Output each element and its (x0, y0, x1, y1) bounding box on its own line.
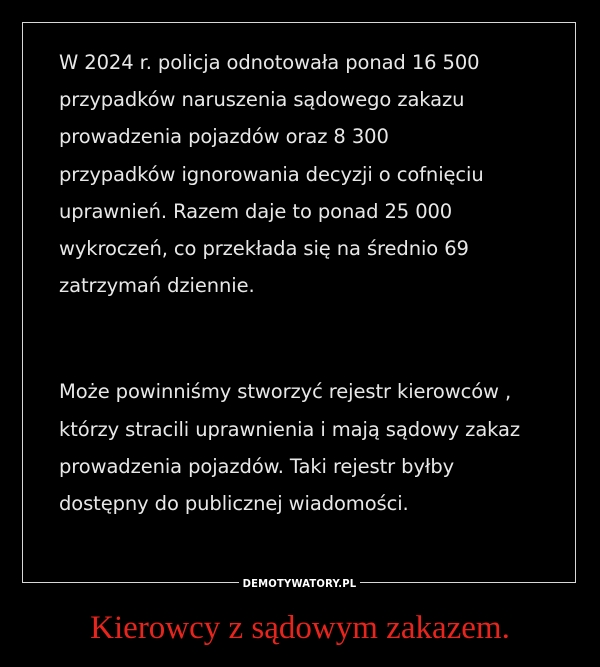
demotivator-title: Kierowcy z sądowym zakazem. (90, 610, 510, 646)
paragraph-2-line: dostępny do publicznej wiadomości. (59, 492, 409, 516)
paragraph-2-line: Może powinniśmy stworzyć rejestr kierowców , (59, 380, 512, 404)
paragraph-2-line: którzy stracili uprawnienia i mają sądowy zakaz (59, 417, 521, 441)
paragraph-1-line: prowadzenia pojazdów oraz 8 300 (59, 125, 389, 149)
demotivator-body-text (59, 44, 559, 522)
watermark-text: DEMOTYWATORY.PL (242, 578, 357, 590)
paragraph-1-line: uprawnień. Razem daje to ponad 25 000 (59, 199, 453, 223)
paragraph-1-line: przypadków naruszenia sądowego zakazu (59, 88, 465, 112)
paragraph-spacer (59, 304, 559, 373)
paragraph-1-line: zatrzymań dziennie. (59, 274, 255, 298)
watermark-badge (239, 575, 360, 593)
paragraph-1-line: wykroczeń, co przekłada się na średnio 69 (59, 237, 469, 261)
paragraph-2-line: prowadzenia pojazdów. Taki rejestr byłby (59, 454, 455, 478)
paragraph-1-line: przypadków ignorowania decyzji o cofnięciu (59, 162, 484, 186)
paragraph-1-line: W 2024 r. policja odnotowała ponad 16 500 (59, 51, 480, 74)
